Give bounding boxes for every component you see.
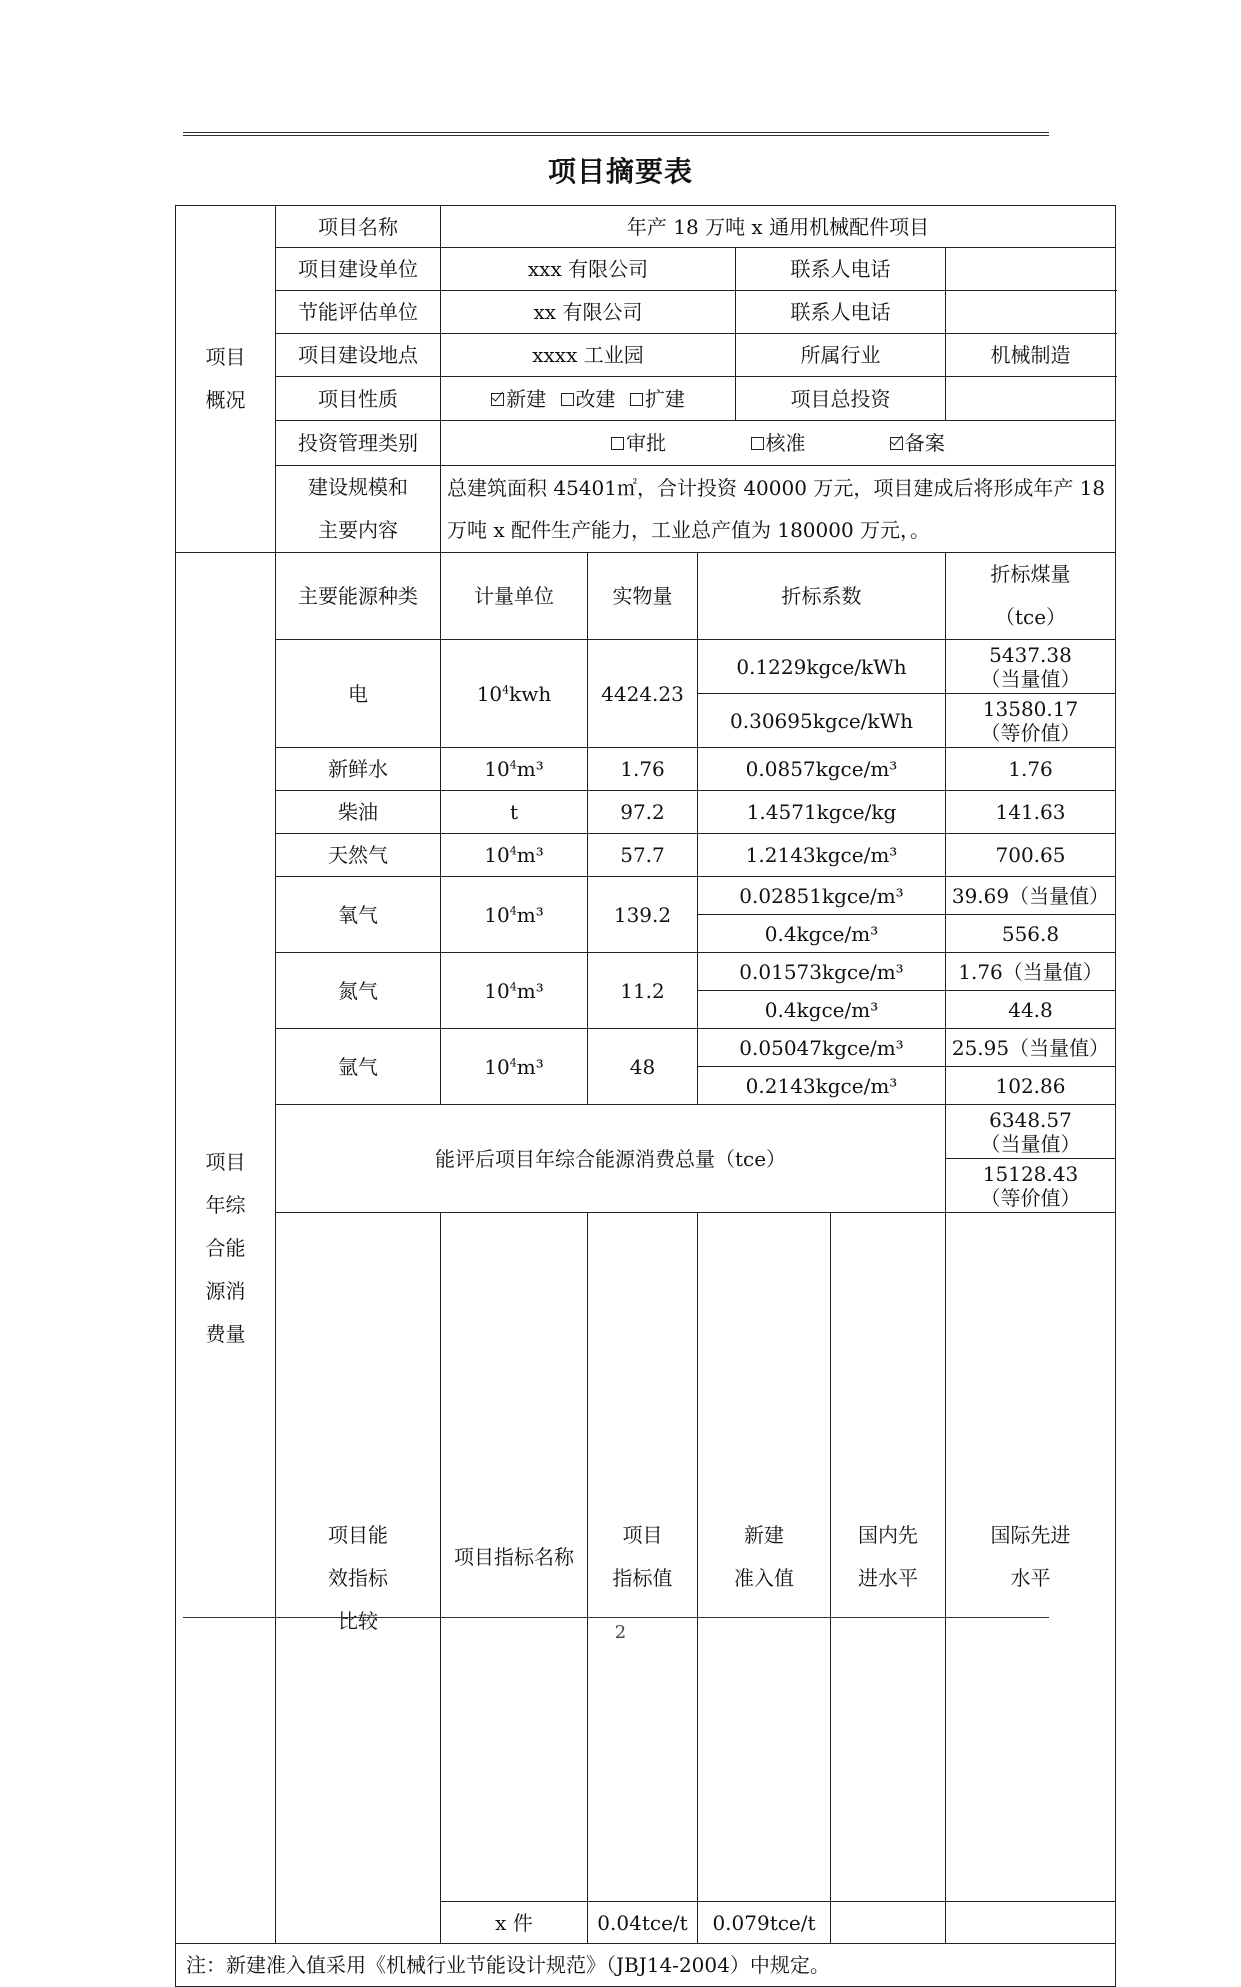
contact-value (946, 248, 1116, 291)
water-qty: 1.76 (588, 748, 698, 791)
nitrogen-coal2: 44.8 (946, 991, 1116, 1029)
overview-section-label: 项目 概况 (176, 206, 276, 553)
energy-total1: 6348.57 （当量值） (946, 1105, 1116, 1159)
assessor-value: xx 有限公司 (441, 291, 736, 334)
elec-qty: 4424.23 (588, 640, 698, 748)
nature-option-new[interactable]: 新建 (491, 387, 546, 411)
mgmt-options (441, 421, 1116, 466)
checkbox-icon (561, 393, 574, 406)
elec-unit: $10^4kwh$ (441, 640, 588, 748)
contact2-label: 联系人电话 (736, 291, 946, 334)
project-name-value: 年产 18 万吨 x 通用机械配件项目 (441, 206, 1116, 248)
investment-label: 项目总投资 (736, 377, 946, 421)
elec-name: 电 (276, 640, 441, 748)
elec-coef2: 0.30695kgce/kWh (698, 694, 946, 748)
argon-coef2: 0.2143kgce/m³ (698, 1067, 946, 1105)
page-number: 2 (614, 1622, 627, 1643)
gas-name: 天然气 (276, 834, 441, 877)
oxygen-unit: $10^4m^3$ (441, 877, 588, 953)
mgmt-option-approve[interactable]: 审批 (611, 431, 666, 455)
investment-value (946, 377, 1116, 421)
oxygen-coef1: 0.02851kgce/m³ (698, 877, 946, 915)
checkbox-checked-icon (491, 393, 504, 406)
oxygen-coef2: 0.4kgce/m³ (698, 915, 946, 953)
diesel-coef: 1.4571kgce/kg (698, 791, 946, 834)
oxygen-qty: 139.2 (588, 877, 698, 953)
eff-intl-header: 国际先进 水平 (946, 1213, 1116, 1902)
eff-name-header: 项目指标名称 (441, 1213, 588, 1902)
nature-label: 项目性质 (276, 377, 441, 421)
contact-label: 联系人电话 (736, 248, 946, 291)
argon-coal2: 102.86 (946, 1067, 1116, 1105)
water-name: 新鲜水 (276, 748, 441, 791)
eff-value-header: 项目 指标值 (588, 1213, 698, 1902)
footer-rule (183, 1617, 1049, 1618)
mgmt-option-record[interactable]: 备案 (890, 431, 945, 455)
eff-row-intl (946, 1902, 1116, 1944)
energy-coal-header: 折标煤量 （tce） (946, 553, 1116, 640)
table-note: 注：新建准入值采用《机械行业节能设计规范》（JBJ14-2004）中规定。 (176, 1944, 1116, 1987)
energy-total2: 15128.43 （等价值） (946, 1159, 1116, 1213)
elec-coal1: 5437.38 （当量值） (946, 640, 1116, 694)
energy-total-label: 能评后项目年综合能源消费总量（tce） (276, 1105, 946, 1213)
eff-row-entry: 0.079tce/t (698, 1902, 831, 1944)
diesel-qty: 97.2 (588, 791, 698, 834)
header-rule (183, 132, 1049, 136)
argon-qty: 48 (588, 1029, 698, 1105)
eff-row-name: x 件 (441, 1902, 588, 1944)
scale-label: 建设规模和 主要内容 (276, 466, 441, 553)
nitrogen-coef1: 0.01573kgce/m³ (698, 953, 946, 991)
project-name-label: 项目名称 (276, 206, 441, 248)
location-label: 项目建设地点 (276, 334, 441, 377)
energy-qty-header: 实物量 (588, 553, 698, 640)
diesel-unit: t (441, 791, 588, 834)
builder-label: 项目建设单位 (276, 248, 441, 291)
assessor-label: 节能评估单位 (276, 291, 441, 334)
mgmt-option-verify[interactable]: 核准 (751, 431, 806, 455)
efficiency-section-label: 项目能 效指标 比较 (276, 1213, 441, 1944)
page-title: 项目摘要表 (547, 155, 693, 188)
checkbox-icon (751, 437, 764, 450)
gas-coef: 1.2143kgce/m³ (698, 834, 946, 877)
water-unit: $10^4m^3$ (441, 748, 588, 791)
nitrogen-coal1: 1.76（当量值） (946, 953, 1116, 991)
energy-unit-header: 计量单位 (441, 553, 588, 640)
nitrogen-name: 氮气 (276, 953, 441, 1029)
nitrogen-coef2: 0.4kgce/m³ (698, 991, 946, 1029)
energy-section-label: 项目 年综 合能 源消 费量 (176, 553, 276, 1944)
gas-qty: 57.7 (588, 834, 698, 877)
oxygen-coal1: 39.69（当量值） (946, 877, 1116, 915)
nature-option-expand[interactable]: 扩建 (630, 387, 685, 411)
eff-entry-header: 新建 准入值 (698, 1213, 831, 1902)
builder-value: xxx 有限公司 (441, 248, 736, 291)
contact2-value (946, 291, 1116, 334)
location-value: xxxx 工业园 (441, 334, 736, 377)
diesel-coal: 141.63 (946, 791, 1116, 834)
nitrogen-qty: 11.2 (588, 953, 698, 1029)
eff-row-value: 0.04tce/t (588, 1902, 698, 1944)
water-coef: 0.0857kgce/m³ (698, 748, 946, 791)
argon-coef1: 0.05047kgce/m³ (698, 1029, 946, 1067)
nitrogen-unit: $10^4m^3$ (441, 953, 588, 1029)
nature-option-rebuild[interactable]: 改建 (561, 387, 616, 411)
energy-coef-header: 折标系数 (698, 553, 946, 640)
argon-coal1: 25.95（当量值） (946, 1029, 1116, 1067)
eff-domestic-header: 国内先 进水平 (831, 1213, 946, 1902)
oxygen-name: 氧气 (276, 877, 441, 953)
elec-coef1: 0.1229kgce/kWh (698, 640, 946, 694)
mgmt-label: 投资管理类别 (276, 421, 441, 466)
checkbox-icon (630, 393, 643, 406)
industry-label: 所属行业 (736, 334, 946, 377)
checkbox-icon (611, 437, 624, 450)
checkbox-checked-icon (890, 437, 903, 450)
water-coal: 1.76 (946, 748, 1116, 791)
oxygen-coal2: 556.8 (946, 915, 1116, 953)
project-summary-table (175, 205, 1116, 1987)
energy-type-header: 主要能源种类 (276, 553, 441, 640)
eff-row-domestic (831, 1902, 946, 1944)
industry-value: 机械制造 (946, 334, 1116, 377)
argon-name: 氩气 (276, 1029, 441, 1105)
elec-coal2: 13580.17 （等价值） (946, 694, 1116, 748)
nature-options (441, 377, 736, 421)
gas-unit: $10^4m^3$ (441, 834, 588, 877)
argon-unit: $10^4m^3$ (441, 1029, 588, 1105)
diesel-name: 柴油 (276, 791, 441, 834)
gas-coal: 700.65 (946, 834, 1116, 877)
scale-text: 总建筑面积 45401㎡，合计投资 40000 万元，项目建成后将形成年产 18 万吨 x 配件生产能力，工业总产值为 180000 万元，。 (441, 466, 1116, 553)
